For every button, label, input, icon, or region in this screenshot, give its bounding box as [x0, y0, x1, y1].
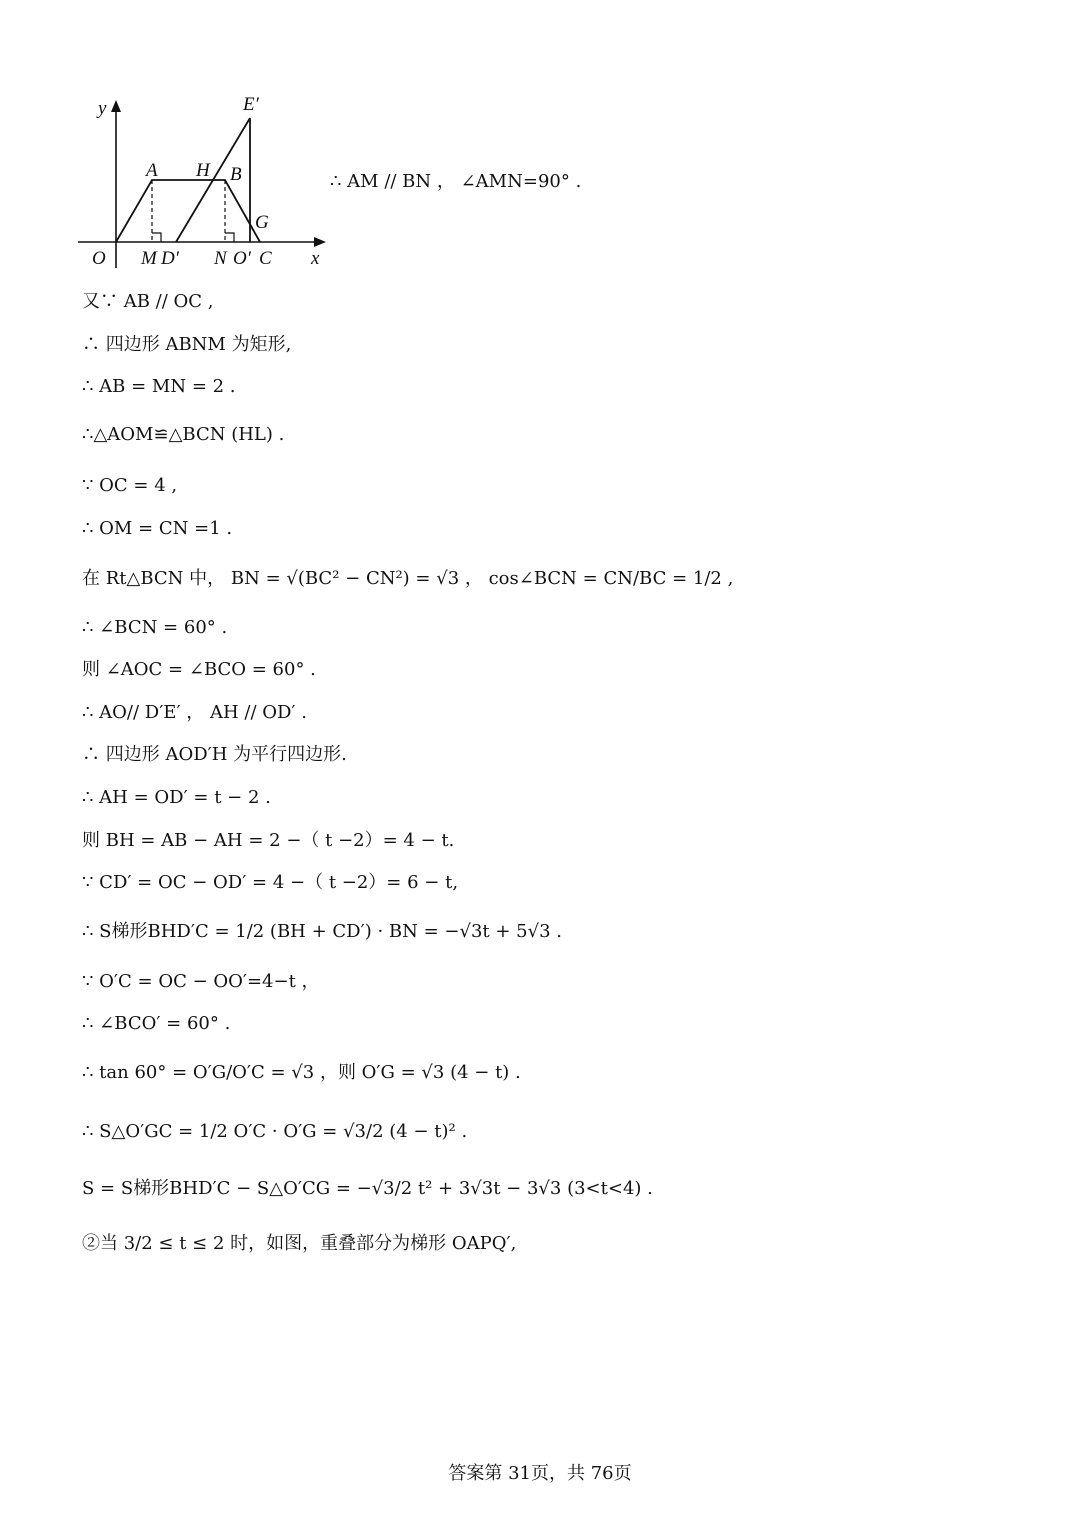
line-10: ∴ AO// D′E′ ， AH // OD′ .	[82, 702, 307, 723]
label-a: A	[146, 160, 158, 181]
line-17: ∴ ∠BCO′ = 60° .	[82, 1013, 231, 1034]
line-20: S = S梯形BHD′C − S△O′CG = −√3/2 t² + 3√3t − 3√3 (3<t<4) .	[82, 1178, 653, 1199]
line-1: 又∵ AB // OC ,	[82, 291, 214, 312]
line-19: ∴ S△O′GC = 1/2 O′C · O′G = √3/2 (4 − t)² .	[82, 1121, 468, 1142]
label-y: y	[98, 98, 107, 119]
label-h: H	[196, 160, 210, 181]
line-5: ∵ OC = 4 ,	[82, 475, 178, 496]
label-c: C	[259, 248, 272, 269]
line-8: ∴ ∠BCN = 60° .	[82, 617, 228, 638]
y-axis-arrow	[111, 100, 121, 112]
line-4: ∴△AOM≌△BCN (HL) .	[82, 424, 285, 445]
line-11: ∴ 四边形 AOD′H 为平行四边形.	[82, 744, 347, 765]
label-g: G	[255, 212, 269, 233]
line-7: 在 Rt△BCN 中， BN = √(BC² − CN²) = √3 ， cos∠BCN = CN/BC = 1/2 ,	[82, 568, 734, 589]
label-n: N	[214, 248, 227, 269]
label-b: B	[230, 164, 242, 185]
label-o: O	[92, 248, 106, 269]
line-13: 则 BH = AB − AH = 2 −（ t −2）= 4 − t.	[82, 830, 455, 851]
line-15: ∴ S梯形BHD′C = 1/2 (BH + CD′) · BN = −√3t + 5√3 .	[82, 921, 562, 942]
label-m: M	[141, 248, 157, 269]
line-18: ∴ tan 60° = O′G/O′C = √3 ，则 O′G = √3 (4 − t) .	[82, 1062, 521, 1083]
line-9: 则 ∠AOC = ∠BCO = 60° .	[82, 659, 316, 680]
coordinate-figure	[78, 88, 338, 273]
line-14: ∵ CD′ = OC − OD′ = 4 −（ t −2）= 6 − t,	[82, 872, 459, 893]
line-12: ∴ AH = OD′ = t − 2 .	[82, 787, 271, 808]
line-16: ∵ O′C = OC − OO′=4−t ，	[82, 971, 320, 992]
right-angle-m	[152, 233, 161, 242]
x-axis-arrow	[314, 237, 326, 247]
line-6: ∴ OM = CN =1 .	[82, 518, 233, 539]
page-footer: 答案第 31页，共 76页	[448, 1463, 632, 1484]
label-d: D′	[161, 248, 179, 269]
right-angle-n	[225, 233, 234, 242]
label-o-prime: O′	[233, 248, 251, 269]
line-3: ∴ AB = MN = 2 .	[82, 376, 236, 397]
line-2: ∴ 四边形 ABNM 为矩形,	[82, 334, 292, 355]
label-e: E′	[243, 94, 259, 115]
line-21: ②当 3/2 ≤ t ≤ 2 时，如图，重叠部分为梯形 OAPQ′,	[82, 1233, 517, 1254]
trapezoid-oabc	[116, 180, 260, 242]
label-x: x	[311, 248, 320, 269]
side-statement: ∴ AM // BN ， ∠AMN=90° .	[330, 171, 582, 192]
